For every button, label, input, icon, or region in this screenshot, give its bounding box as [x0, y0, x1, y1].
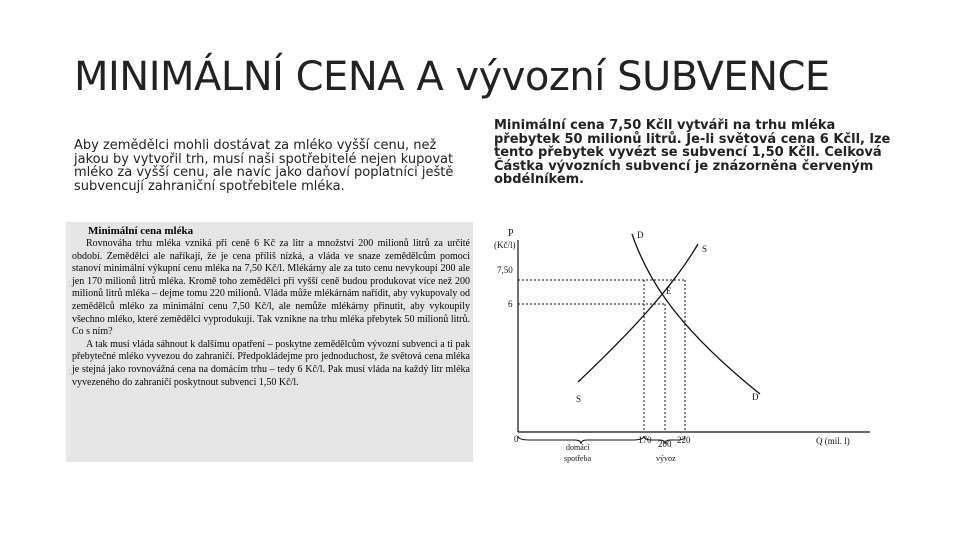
supply-demand-graph [480, 222, 880, 472]
demand-label: D [752, 392, 759, 402]
y-tick-label: 6 [508, 299, 513, 309]
x-tick-label: 200 [658, 439, 672, 449]
scan-paragraph: Rovnováha trhu mléka vzniká při ceně 6 Kč za litr a množství 200 milionů litrů za určité období. Zemědělci ale naříkají, že je cena příliš nízká, a vláda ve snaze zemědělcům pomoci stanoví minimální výkupní cenu mléka na 7,50 Kč/l. Mlékárny ale za tuto cenu nevykoupí 200 ale jen 170 milionů litrů mléka. Kromě toho zemědělci při vyšší ceně budou produkovat více než 200 milionů litrů mléka – dejme tomu 220 milionů. Vláda může mlékárnám nařídit, aby vykupovaly od zemědělců mléko za minimální cenu 7,50 Kč/l, ale nemůže mlékárny přinutit, aby vykoupily všechno mléko, které zemědělci vyprodukují. Tak vznikne na trhu mléka přebytek 50 milionů litrů. Co s ním? [72, 238, 470, 338]
origin-label: 0 [514, 434, 519, 444]
scanned-textbook-excerpt [66, 222, 473, 462]
domestic-consumption-label: domácí [566, 443, 590, 452]
demand-label: D [637, 230, 644, 240]
slide-title: MINIMÁLNÍ CENA A vývozní SUBVENCE [74, 54, 830, 100]
export-label: vývoz [656, 454, 676, 463]
scan-body [72, 238, 470, 389]
right-paragraph: Minimální cena 7,50 Kčll vytváři na trhu mléka přebytek 50 milionů litrů. Je-li světová cena 6 Kčll, lze tento přebytek vyvézt se subvencí 1,50 Kčll. Celková Částka vývozních subvencí je znázorněna červeným obdélníkem. [494, 118, 891, 187]
domestic-consumption-label: spotřeba [564, 454, 592, 463]
y-axis-unit: (Kč/l) [494, 240, 516, 250]
y-tick-label: 7,50 [497, 265, 513, 275]
supply-label: S [576, 394, 582, 404]
x-tick-label: 170 [638, 435, 652, 445]
scan-paragraph: A tak musí vláda sáhnout k dalšímu opatření – poskytne zemědělcům vývozní subvenci a ti pak přebytečné mléko vyvezou do zahraničí. Předpokládejme pro jednoduchost, že světová cena mléka je stejná jako rovnovážná cena na domácím trhu – tedy 6 Kč/l. Pak musí vláda na každý litr mléka vyvezeného do zahraničí poskytnout subvenci 1,50 Kč/l. [72, 338, 470, 388]
x-tick-label: 220 [677, 435, 691, 445]
left-paragraph: Aby zemědělci mohli dostávat za mléko vyšší cenu, než jakou by vytvořil trh, musí naši spotřebitelé nejen kupovat mléko za vyšší cenu, ale navíc jako daňoví poplatníci ještě subvencují zahraniční spotřebitele mléka. [74, 138, 454, 194]
scan-title: Minimální cena mléka [88, 225, 194, 237]
supply-label: S [702, 244, 708, 254]
y-axis-label: P [508, 228, 514, 239]
demand-curve [632, 234, 760, 394]
supply-curve [578, 244, 698, 382]
x-axis-label: Q (mil. l) [816, 436, 850, 446]
equilibrium-label: E [666, 286, 672, 296]
